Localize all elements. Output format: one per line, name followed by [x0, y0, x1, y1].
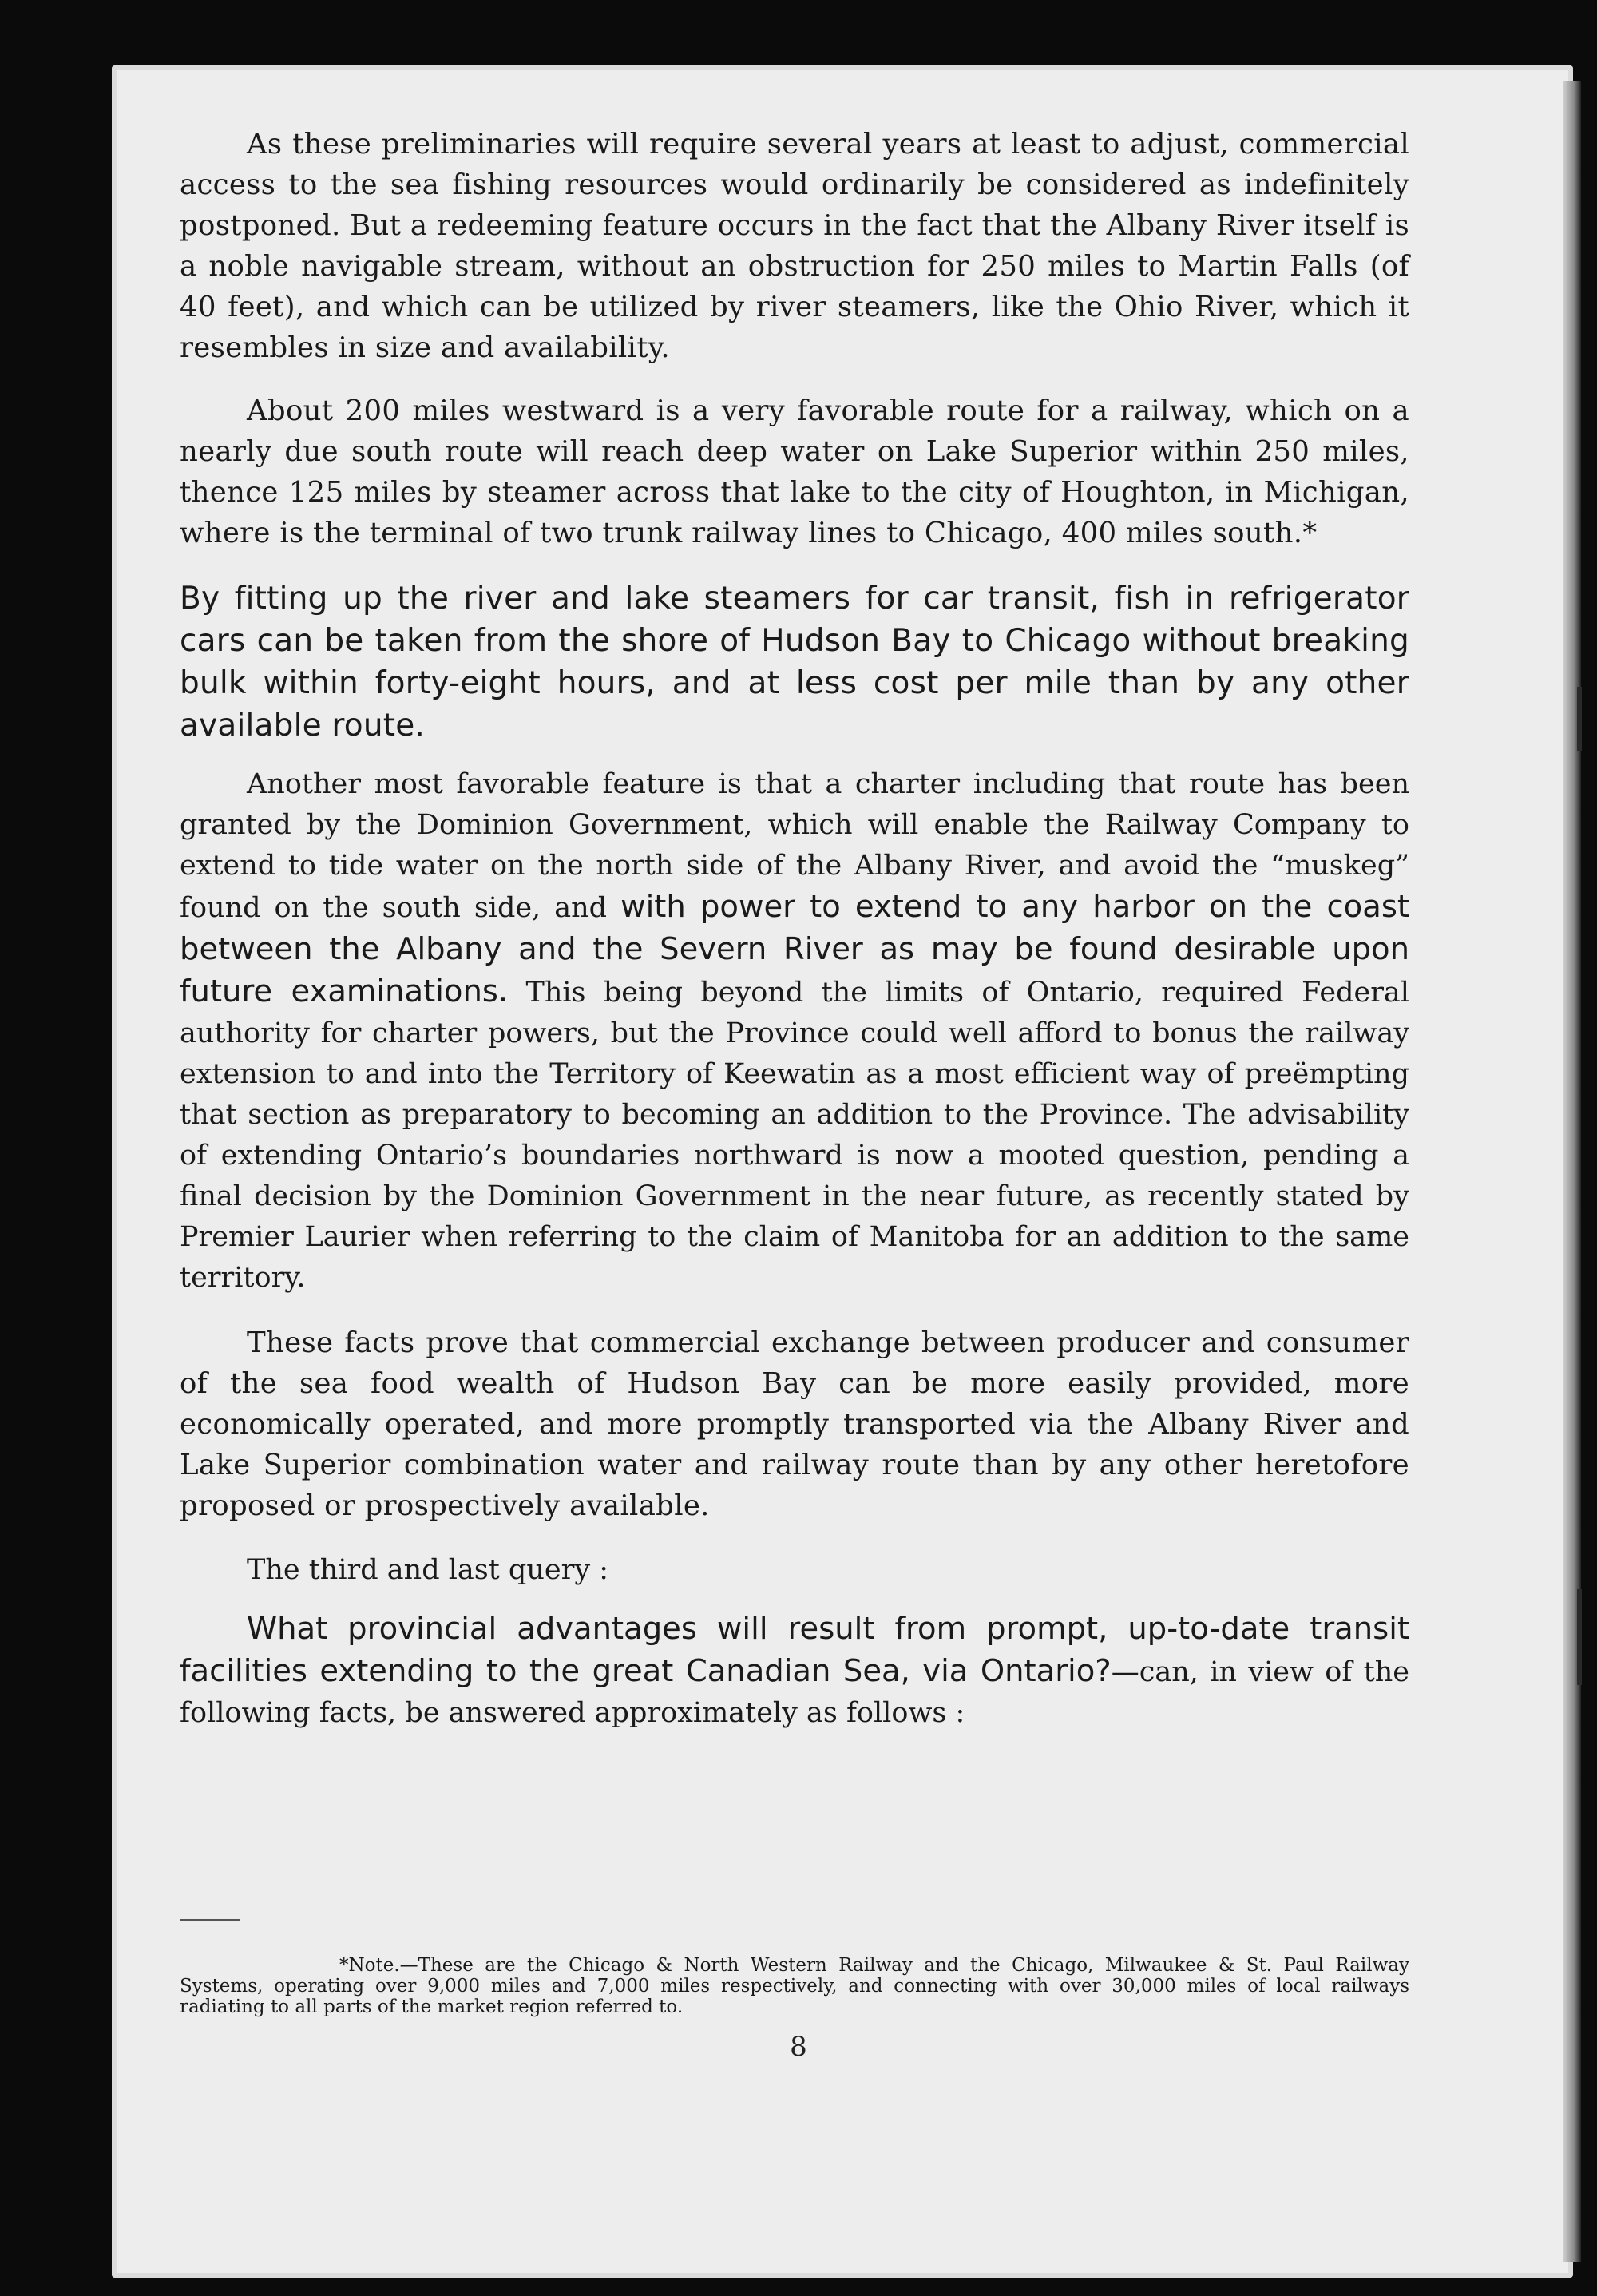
- scan-artifact-mark: [1577, 1589, 1582, 1685]
- paragraph-charter: [180, 764, 1409, 1299]
- charter-text-emphasis: with power to extend to any harbor on the coast between the Albany and the Severn River as may be found desirable upon future examinations.: [180, 889, 1409, 1009]
- paragraph-provincial-advantages: [180, 1608, 1409, 1734]
- paragraph-third-query: The third and last query :: [247, 1554, 609, 1586]
- paragraph-albany-river: As these preliminaries will require several years at least to adjust, commercial access to the sea fishing resources would ordinarily be considered as indefinitely postponed. But a redeeming feature occurs in the fact that the Albany River itself is a noble navigable stream, without an obstruction for 250 miles to Martin Falls (of 40 feet), and which can be utilized by river steamers, like the Ohio River, which it resembles in size and availability.: [180, 128, 1409, 364]
- charter-text-end: This being beyond the limits of Ontario, required Federal authority for charter powers, but the Province could well afford to bonus the railway extension to and into the Territory of Keewatin as a most efficient way of preëmpting that section as preparatory to becoming an addition to the Province. The advisability of extending Ontario’s boundaries northward is now a mooted question, pending a final decision by the Dominion Government in the near future, as recently stated by Premier Laurier when referring to the claim of Manitoba for an addition to the same territory.: [180, 977, 1409, 1294]
- footnote-rule: [180, 1919, 240, 1921]
- question-continuation: —can, in view of the following facts, be answered approximately as follows :: [180, 1656, 1409, 1729]
- charter-text-start: Another most favorable feature is that a charter including that route has been granted by the Dominion Government, which will enable the Railway Company to extend to tide water on the north side of the Albany River, and avoid the “muskeg” found on the south side, and: [180, 768, 1409, 924]
- paragraph-railway-route: About 200 miles westward is a very favorable route for a railway, which on a nearly due south route will reach deep water on Lake Superior within 250 miles, thence 125 miles by steamer across that lake to the city of Houghton, in Michigan, where is the terminal of two trunk railway lines to Chicago, 400 miles south.*: [180, 395, 1409, 549]
- footnote: *Note.—These are the Chicago & North Western Railway and the Chicago, Milwaukee & St. Paul Railway Systems, operating over 9,000 miles and 7,000 miles respectively, and connecting with over 30,000 miles of local railways radiating to all parts of the market region referred to.: [180, 1955, 1409, 2017]
- paragraph-commercial-exchange: These facts prove that commercial exchange between producer and consumer of the sea food wealth of Hudson Bay can be more easily provided, more economically operated, and more promptly transported via the Albany River and Lake Superior combination water and railway route than by any other heretofore proposed or prospectively available.: [180, 1326, 1409, 1522]
- page-edge-shadow: [1563, 81, 1581, 2262]
- paragraph-car-transit: By fitting up the river and lake steamers for car transit, fish in refrigerator cars can be taken from the shore of Hudson Bay to Chicago without breaking bulk within forty-eight hours, and at less cost per mile than by any other available route.: [180, 581, 1409, 744]
- question-emphasis: What provincial advantages will result from prompt, up-to-date transit facilities extending to the great Canadian Sea, via Ontario?: [180, 1611, 1409, 1689]
- page-number: 8: [790, 2031, 807, 2063]
- scan-artifact-mark: [1577, 687, 1582, 751]
- body-text: [180, 124, 1409, 1734]
